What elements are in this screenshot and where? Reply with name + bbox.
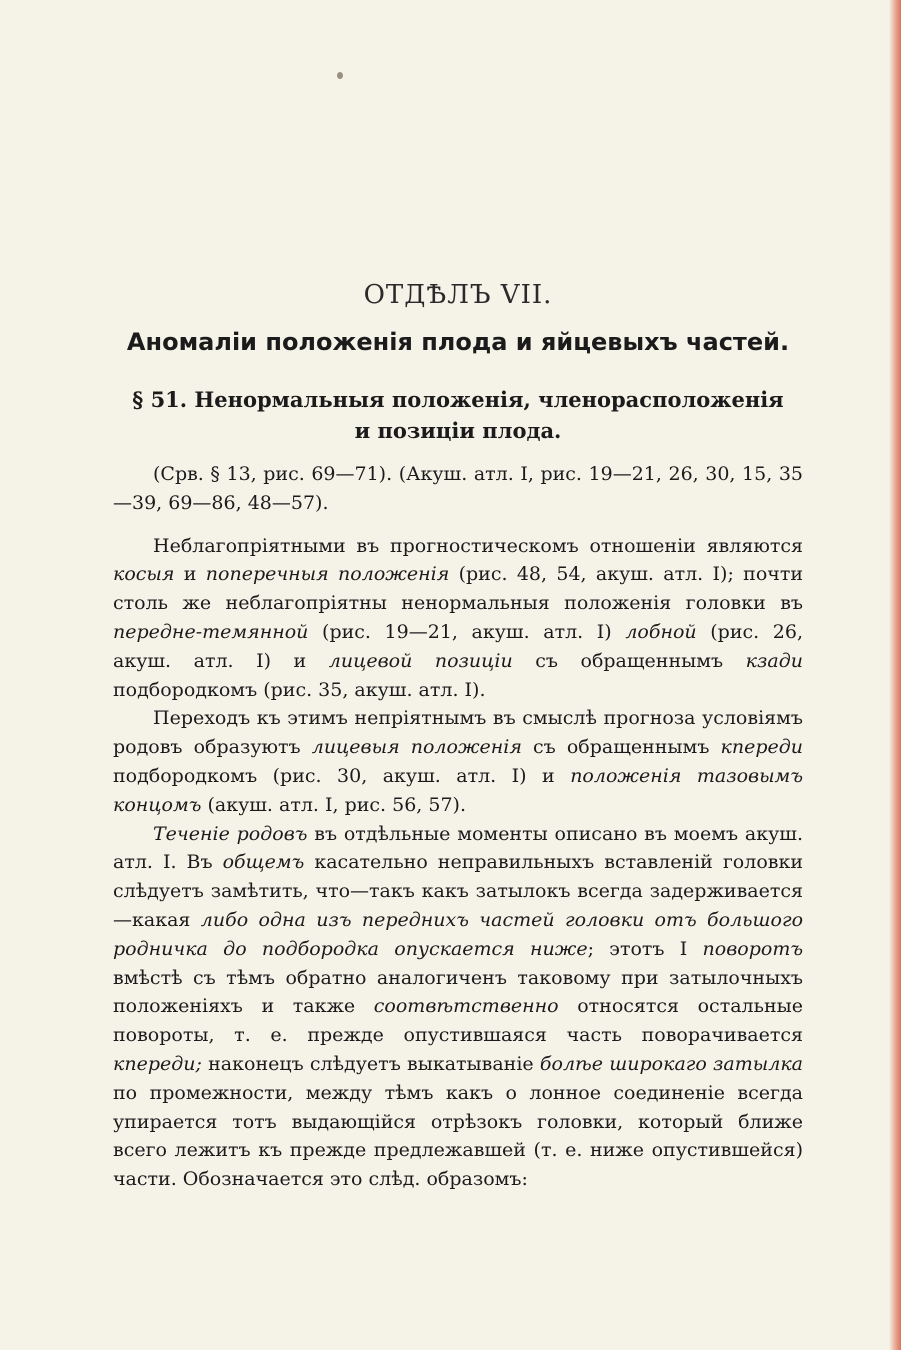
section-title-line-2: и позиціи плода. (354, 418, 562, 443)
text-run: въ отдѣльные моменты описано въ моемъ акуш. атл. I. Въ (113, 822, 803, 874)
italic-run: поворотъ (702, 937, 804, 960)
text-run: съ обращеннымъ (521, 736, 721, 759)
italic-run: положенія тазовымъ концомъ (113, 764, 803, 816)
italic-run: лицевыя положенія (311, 736, 522, 759)
text-run: (рис. 48, 54, акуш. атл. I); почти столь же неблагопріятны ненормальныя положенія головки въ (113, 563, 804, 615)
text-run: подбородкомъ (рис. 35, акуш. атл. I). (113, 678, 486, 701)
ink-speck (337, 72, 343, 79)
text-run: (рис. 19—21, акуш. атл. I) (308, 620, 626, 643)
chapter-title: Аномаліи положенія плода и яйцевыхъ частей. (126, 328, 790, 356)
italic-run: передне-темянной (113, 620, 309, 643)
italic-run: кпереди (720, 736, 804, 759)
text-run: (рис. 26, акуш. атл. I) и (113, 620, 803, 672)
text-run: относятся остальные повороты, т. е. прежде опустившаяся часть поворачивается (113, 995, 803, 1047)
italic-run: болѣе широкаго затылка (539, 1052, 804, 1075)
text-run: и (174, 563, 206, 586)
section-title-line-1: § 51. Ненормальныя положенія, членорасположенія (132, 387, 784, 412)
paragraph-2 (113, 704, 803, 819)
text-run: вмѣстѣ съ тѣмъ обратно аналогиченъ таковому при затылочныхъ положеніяхъ и также (113, 966, 803, 1018)
paragraph-1 (113, 532, 803, 705)
part-title: ОТДѢЛЪ VII. (363, 280, 553, 310)
text-run: съ обращеннымъ (512, 649, 746, 672)
text-run: Неблагопріятными въ прогностическомъ отношеніи являются (153, 534, 803, 557)
text-run: ; этотъ I (587, 937, 703, 960)
text-run: по промежности, между тѣмъ какъ о лонное соединеніе всегда упирается тотъ выдающійся отрѣзокъ головки, который ближе всего лежитъ къ прежде предлежавшей (т. е. ниже опустившейся) части. Обозначается это слѣд. образомъ: (113, 1081, 803, 1191)
italic-run: либо одна изъ переднихъ частей головки отъ большого родничка до подбородка опускается ниже (113, 908, 804, 960)
page-body (113, 280, 803, 1194)
text-run: наконецъ слѣдуетъ выкатываніе (201, 1052, 540, 1075)
paragraph-3 (113, 820, 803, 1194)
italic-run: Теченіе родовъ (153, 822, 308, 845)
italic-run: лобной (625, 620, 697, 643)
italic-run: поперечныя положенія (205, 563, 450, 586)
italic-run: общемъ (222, 851, 305, 874)
text-run: Переходъ къ этимъ непріятнымъ въ смыслѣ прогноза условіямъ родовъ образуютъ (113, 707, 803, 759)
reference-paragraph: (Срв. § 13, рис. 69—71). (Акуш. атл. I, рис. 19—21, 26, 30, 15, 35—39, 69—86, 48—57). (113, 463, 803, 514)
italic-run: лицевой позиціи (328, 649, 513, 672)
italic-run: соотвѣтственно (373, 995, 559, 1018)
section-title (113, 384, 803, 446)
italic-run: косыя (113, 563, 175, 586)
text-run: подбородкомъ (рис. 30, акуш. атл. I) и (113, 764, 571, 787)
text-run: (акуш. атл. I, рис. 56, 57). (201, 793, 467, 816)
italic-run: кзади (745, 649, 803, 672)
italic-run: кпереди; (113, 1052, 202, 1075)
text-run: касательно неправильныхъ вставленій головки слѣдуетъ замѣтить, что—такъ какъ затылокъ всегда задерживается—какая (113, 851, 803, 931)
page-edge-stain (889, 0, 901, 1350)
